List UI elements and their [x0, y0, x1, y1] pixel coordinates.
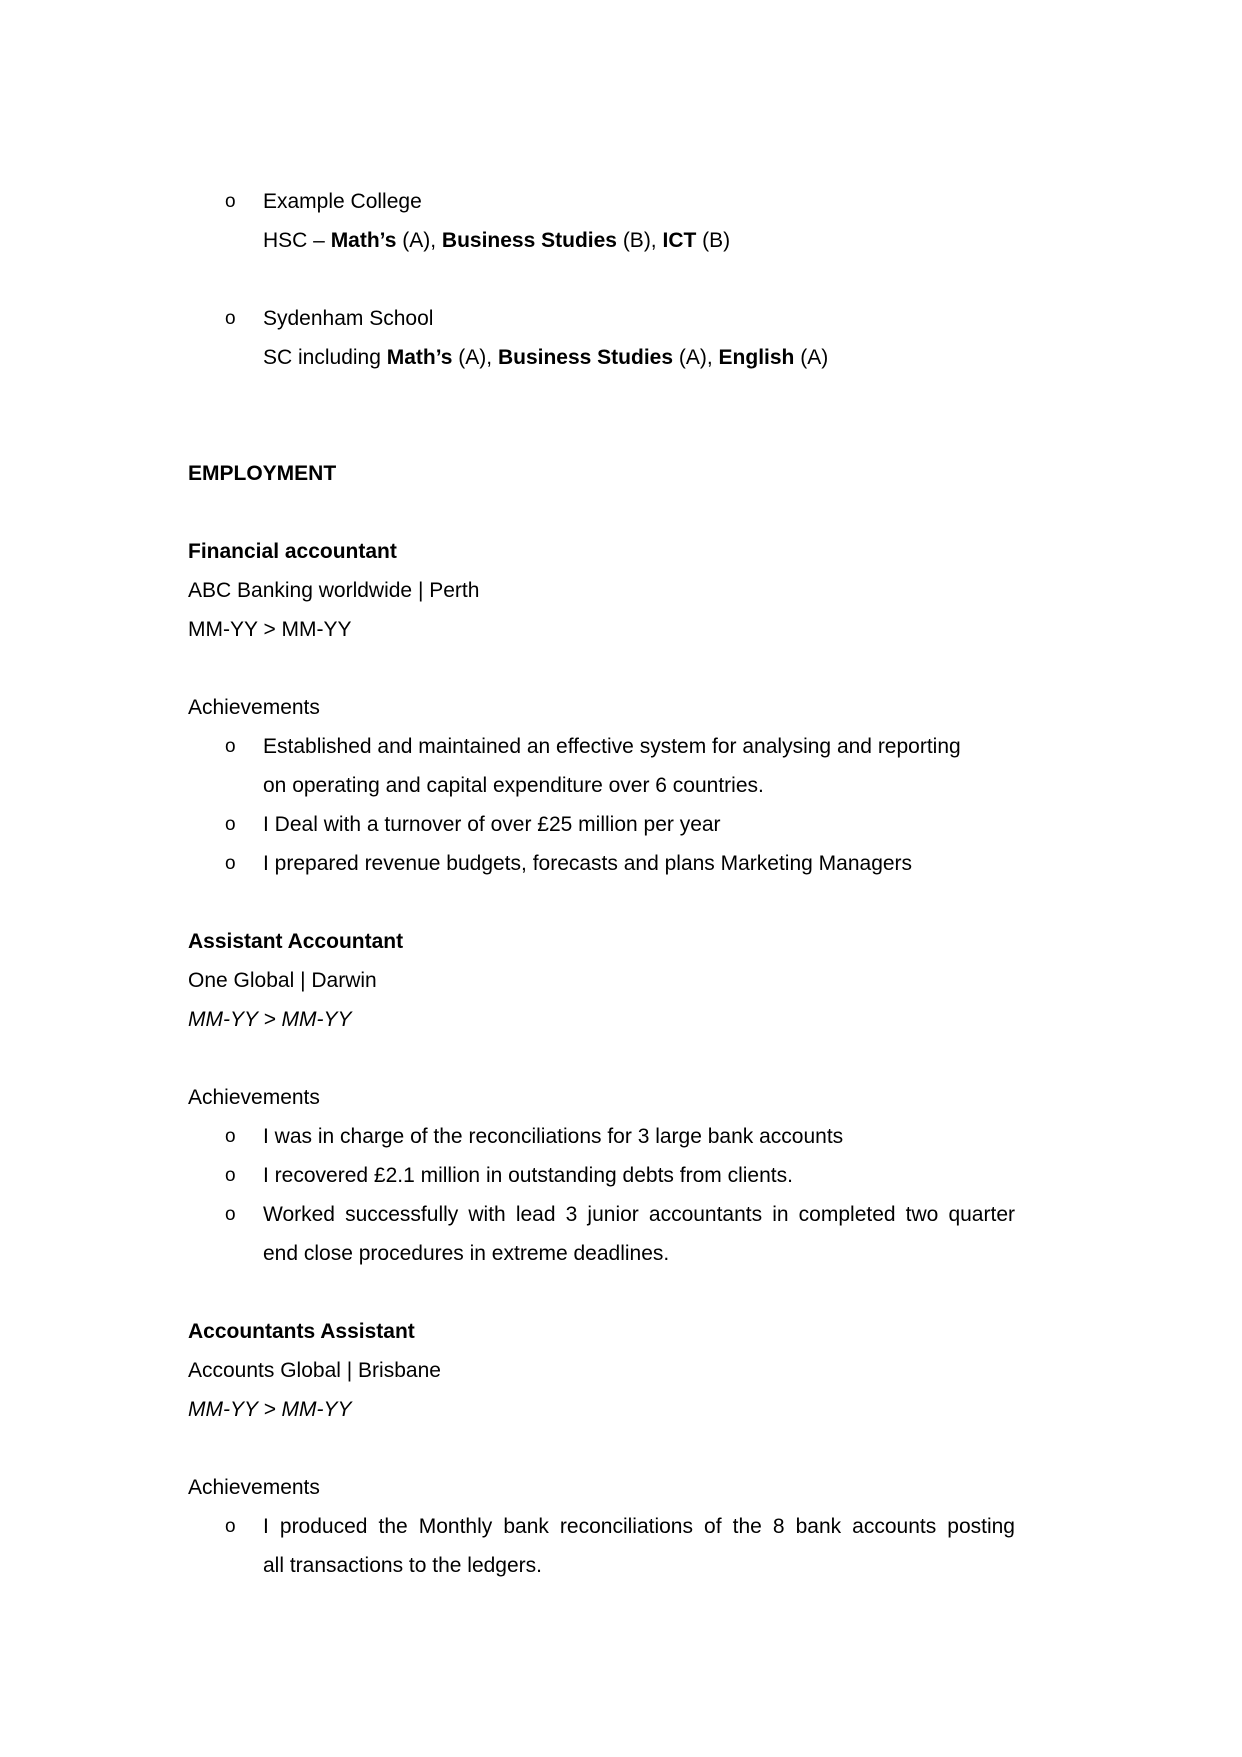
- achievements-label: Achievements: [188, 1476, 320, 1499]
- achievement-line: end close procedures in extreme deadlines.: [263, 1242, 670, 1265]
- subject-grade: (A),: [673, 346, 719, 369]
- achievement-line: I was in charge of the reconciliations for 3 large bank accounts: [263, 1125, 844, 1148]
- section-heading-employment: EMPLOYMENT: [188, 462, 337, 485]
- education-qualification: [263, 228, 730, 254]
- bullet-marker: o: [225, 1165, 236, 1186]
- bullet-marker: o: [225, 191, 236, 212]
- qualification-prefix: SC including: [263, 346, 387, 369]
- achievements-label: Achievements: [188, 1086, 320, 1109]
- achievement-line: Worked successfully with lead 3 junior accountants in completed two quarter: [263, 1203, 1015, 1226]
- bullet-marker: o: [225, 1126, 236, 1147]
- job-dates: MM-YY > MM-YY: [188, 618, 352, 641]
- bullet-marker: o: [225, 814, 236, 835]
- job-dates: MM-YY > MM-YY: [188, 1008, 352, 1031]
- education-school: Sydenham School: [263, 307, 434, 330]
- subject-grade: (A),: [396, 229, 442, 252]
- subject-name: ICT: [662, 229, 697, 252]
- bullet-marker: o: [225, 1204, 236, 1225]
- subject-name: English: [718, 346, 795, 369]
- achievement-line: Established and maintained an effective system for analysing and reporting: [263, 735, 961, 758]
- job-title: Financial accountant: [188, 540, 397, 563]
- job-company: ABC Banking worldwide | Perth: [188, 579, 480, 602]
- bullet-marker: o: [225, 308, 236, 329]
- subject-grade: (B): [696, 229, 731, 252]
- subject-grade: (A): [794, 346, 829, 369]
- education-school: Example College: [263, 190, 422, 213]
- achievement-line: I produced the Monthly bank reconciliations of the 8 bank accounts posting: [263, 1515, 1015, 1538]
- subject-name: Math’s: [330, 229, 397, 252]
- subject-grade: (A),: [452, 346, 498, 369]
- bullet-marker: o: [225, 1516, 236, 1537]
- bullet-marker: o: [225, 853, 236, 874]
- job-title: Accountants Assistant: [188, 1320, 415, 1343]
- achievement-line: I recovered £2.1 million in outstanding debts from clients.: [263, 1164, 793, 1187]
- subject-name: Business Studies: [497, 346, 674, 369]
- achievement-line: on operating and capital expenditure over 6 countries.: [263, 774, 764, 797]
- qualification-prefix: HSC –: [263, 229, 331, 252]
- job-company: One Global | Darwin: [188, 969, 377, 992]
- education-qualification: [263, 345, 828, 371]
- job-title: Assistant Accountant: [188, 930, 404, 953]
- achievements-label: Achievements: [188, 696, 320, 719]
- achievement-line: all transactions to the ledgers.: [263, 1554, 542, 1577]
- subject-name: Math’s: [386, 346, 453, 369]
- subject-name: Business Studies: [441, 229, 617, 252]
- achievement-line: I Deal with a turnover of over £25 million per year: [263, 813, 721, 836]
- subject-grade: (B),: [616, 229, 663, 252]
- bullet-marker: o: [225, 736, 236, 757]
- job-company: Accounts Global | Brisbane: [188, 1359, 441, 1382]
- job-dates: MM-YY > MM-YY: [188, 1398, 352, 1421]
- achievement-line: I prepared revenue budgets, forecasts and plans Marketing Managers: [263, 852, 913, 875]
